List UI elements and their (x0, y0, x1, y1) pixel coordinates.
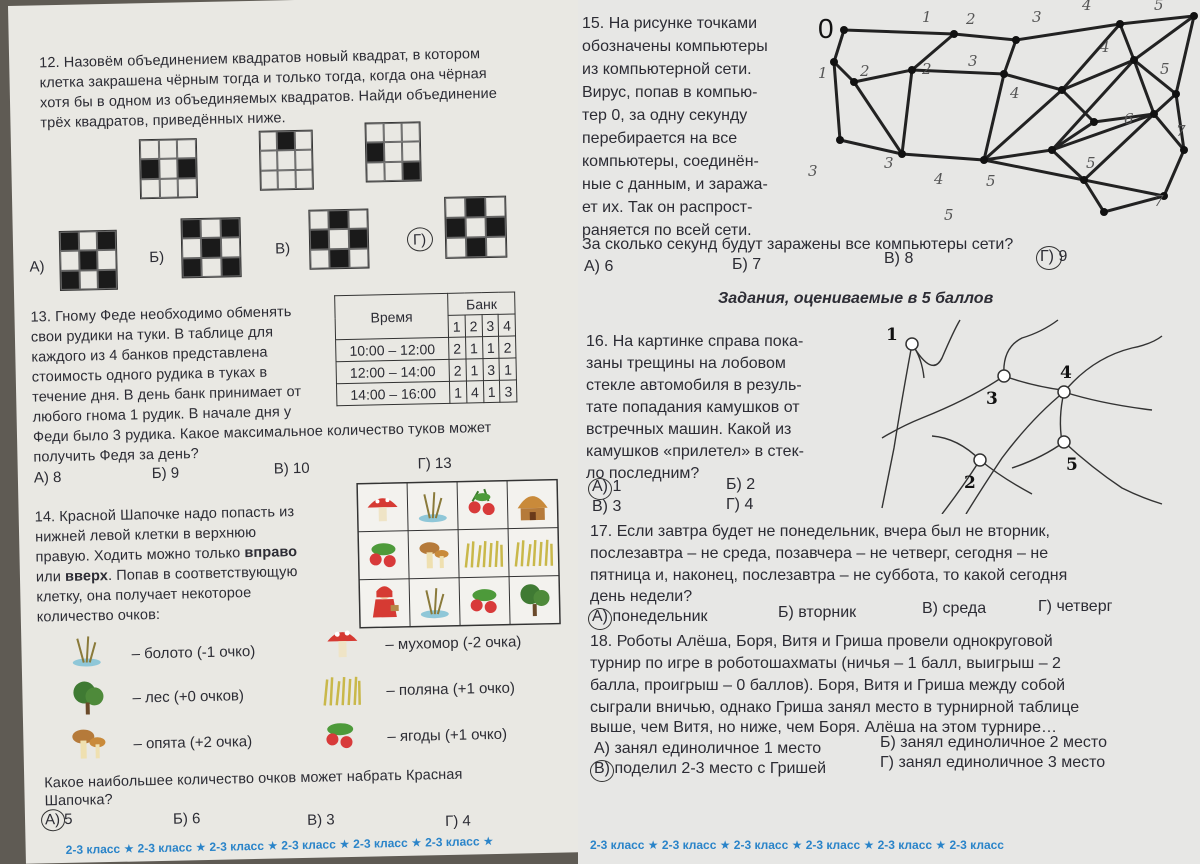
q14-line-5: клетку, она получает некоторое (36, 585, 252, 606)
time-cell: 12:00 – 14:00 (336, 359, 449, 383)
svg-text:5: 5 (986, 172, 996, 190)
svg-text:4: 4 (1082, 0, 1092, 14)
q12-line-1: 12. Назовём объединением квадратов новый квадрат, в котором (39, 46, 481, 72)
q17-line-4: день недели? (590, 588, 693, 605)
svg-text:3: 3 (986, 389, 998, 409)
node-zero-label: 0 (818, 13, 834, 44)
q18-line-4: сыграли вничью, однако Гриша занял место в турнирной таблице (590, 699, 1080, 716)
q12-square-1 (139, 138, 198, 199)
q13-option-g[interactable]: Г) 13 (417, 454, 452, 473)
q18-line-2: турнир по игре в роботошахматы (ничья – 1 балл, выигрыш – 2 (590, 655, 1061, 672)
bank-number: 3 (482, 314, 499, 336)
bank-table (334, 291, 517, 406)
q15-line-6: перебирается на все (582, 130, 738, 147)
q13-line-1: 13. Гному Феде необходимо обменять (30, 304, 292, 326)
q12-option-b-square (180, 217, 241, 278)
q12-option-g[interactable]: Г) (412, 231, 427, 249)
svg-text:4: 4 (934, 170, 944, 188)
q14-line-3: правую. Ходить можно только вправо (35, 544, 298, 566)
q15-option-a[interactable]: А) 6 (584, 258, 614, 275)
svg-text:2: 2 (964, 473, 976, 493)
question-12 (8, 0, 578, 276)
value-cell: 3 (500, 380, 517, 402)
q15-line-5: тер 0, за одну секунду (582, 107, 748, 124)
q18-option-g[interactable]: Г) занял единоличное 3 место (880, 754, 1106, 771)
q17-option-a[interactable]: А) понедельник (592, 608, 708, 625)
svg-text:5: 5 (1086, 154, 1096, 172)
q13-line-8: получить Федя за день? (33, 446, 199, 466)
mushrooms-icon (67, 724, 110, 763)
q16-line-6: камушков «прилетел» в стек- (586, 443, 804, 460)
q18-option-b[interactable]: Б) занял единоличное 2 место (880, 734, 1107, 751)
value-cell: 1 (465, 337, 482, 359)
value-cell: 3 (483, 358, 500, 380)
q14-option-g[interactable]: Г) 4 (444, 812, 471, 831)
q18-line-5: выше, чем Витя, но ниже, чем Боря. Алёша на этом турнире… (590, 719, 1057, 736)
q12-selected-circle (407, 227, 433, 252)
q14-option-v[interactable]: В) 3 (306, 811, 335, 829)
q15-line-9: ет их. Так он распрост- (582, 199, 753, 216)
q15-line-3: из компьютерной сети. (582, 61, 752, 78)
q14-grid (356, 479, 561, 629)
q13-line-2: свои рудики на туки. В таблице для (30, 324, 274, 346)
q12-square-3 (365, 121, 422, 182)
q18-option-a[interactable]: А) занял единоличное 1 место (594, 740, 822, 757)
left-page (8, 0, 596, 864)
q15-line-4: Вирус, попав в компью- (582, 84, 758, 101)
legend-toadstool: – мухомор (-2 очка) (385, 633, 522, 654)
time-cell: 10:00 – 12:00 (336, 337, 449, 361)
section-title: Задания, оцениваемые в 5 баллов (718, 290, 994, 307)
q14-option-b[interactable]: Б) 6 (172, 810, 201, 828)
meadow-icon (320, 671, 363, 710)
value-cell: 4 (466, 381, 483, 403)
q15-option-b[interactable]: Б) 7 (732, 256, 762, 273)
svg-text:1: 1 (886, 325, 898, 345)
q17-option-v[interactable]: В) среда (922, 600, 987, 617)
svg-text:2: 2 (922, 60, 932, 78)
q12-option-b[interactable]: Б) (149, 248, 165, 267)
svg-text:3: 3 (808, 162, 818, 180)
value-cell: 1 (466, 359, 483, 381)
footer-right: 2-3 класс ★ 2-3 класс ★ 2-3 класс ★ 2-3 класс ★ 2-3 класс ★ 2-3 класс (590, 838, 1004, 852)
svg-text:1: 1 (922, 8, 932, 26)
bank-table-bank-header: Банк (448, 292, 516, 315)
table-row (336, 380, 517, 406)
q15-line-7: компьютеры, соединён- (582, 153, 759, 170)
berries-icon (319, 717, 362, 756)
q17-line-3: пятница и, наконец, послезавтра – не суббота, то какой сегодня (590, 567, 1068, 584)
swamp-icon (65, 632, 108, 671)
q14-option-a[interactable]: А) 5 (44, 810, 73, 829)
svg-text:3: 3 (884, 154, 894, 172)
q15-line-10: раняется по всей сети. (582, 222, 752, 239)
q15-option-v[interactable]: В) 8 (884, 250, 914, 267)
q15-line-2: обозначены компьютеры (582, 38, 768, 55)
value-cell: 2 (449, 337, 466, 359)
q14-line-1: 14. Красной Шапочке надо попасть из (34, 504, 295, 526)
q12-square-2 (259, 130, 314, 191)
q13-option-v[interactable]: В) 10 (273, 459, 310, 478)
q13-line-6: любого гнома 1 рудик. В начале дня у (32, 404, 292, 426)
svg-text:5: 5 (944, 206, 954, 224)
q13-option-a[interactable]: А) 8 (33, 468, 62, 487)
q16-line-1: 16. На картинке справа пока- (586, 333, 804, 350)
q13-line-5: течение дня. В день банк принимает от (32, 383, 302, 406)
value-cell: 1 (483, 380, 500, 402)
q18-option-v[interactable]: В) поделил 2-3 место с Гришей (594, 760, 827, 777)
forest-icon (66, 678, 109, 717)
legend-mushrooms: – опята (+2 очка) (133, 733, 253, 753)
q14-line-6: количество очков: (36, 606, 161, 626)
svg-text:5: 5 (1160, 60, 1170, 78)
q17-option-b[interactable]: Б) вторник (778, 604, 857, 621)
q13-line-4: стоимость одного рудика в туках в (31, 364, 268, 386)
q18-line-1: 18. Роботы Алёша, Боря, Витя и Гриша провели однокруговой (590, 633, 1053, 650)
svg-text:7: 7 (1154, 192, 1164, 210)
q16-line-3: стекле автомобиля в резуль- (586, 377, 802, 394)
q14-line-2: нижней левой клетки в верхнюю (34, 524, 257, 546)
svg-text:3: 3 (968, 52, 978, 70)
svg-text:4: 4 (1060, 363, 1072, 383)
q12-line-4: трёх квадратов, приведённых ниже. (40, 110, 286, 132)
q15-line-8: ные с данным, и заража- (582, 176, 768, 193)
bank-number: 4 (498, 314, 515, 336)
svg-text:5: 5 (1066, 455, 1078, 475)
legend-meadow: – поляна (+1 очко) (386, 679, 516, 700)
svg-text:6: 6 (1124, 110, 1134, 128)
q15-question: За сколько секунд будут заражены все компьютеры сети? (582, 236, 1014, 253)
bank-table-time-header: Время (335, 293, 449, 339)
legend-swamp: – болото (-1 очко) (131, 642, 256, 663)
time-cell: 14:00 – 16:00 (336, 381, 449, 405)
svg-text:5: 5 (1154, 0, 1164, 14)
q16-line-2: заны трещины на лобовом (586, 355, 786, 372)
svg-text:2: 2 (966, 10, 976, 28)
footer-left: 2-3 класс ★ 2-3 класс ★ 2-3 класс ★ 2-3 класс ★ 2-3 класс ★ 2-3 класс ★ (65, 834, 494, 857)
svg-text:7: 7 (1176, 122, 1186, 140)
q16-option-v[interactable]: В) 3 (592, 498, 622, 515)
legend-berries: – ягоды (+1 очко) (387, 725, 508, 746)
q13-line-7: Феди было 3 рудика. Какое максимальное количество туков может (32, 419, 492, 446)
svg-text:2: 2 (860, 62, 870, 80)
q12-line-3: хотя бы в одном из объединяемых квадратов. Найди объединение (39, 85, 498, 112)
q14-bold-right: вправо (244, 544, 298, 562)
toadstool-icon (321, 623, 364, 662)
q16-line-5: встречных машин. Какой из (586, 421, 792, 438)
q18-line-3: балла, проигрыш – 0 баллов). Боря, Витя и Гриша между собой (590, 677, 1066, 694)
bank-number: 1 (448, 315, 465, 337)
q16-line-7: ло последним? (586, 465, 700, 482)
q16-option-g[interactable]: Г) 4 (726, 496, 754, 513)
value-cell: 1 (482, 336, 499, 358)
q12-option-v[interactable]: В) (274, 240, 291, 258)
q15-line-1: 15. На рисунке точками (582, 15, 757, 32)
value-cell: 2 (449, 359, 466, 381)
svg-text:3: 3 (1032, 8, 1042, 26)
q14-line-4: или вверх. Попав в соответствующую (35, 564, 298, 586)
svg-text:4: 4 (1010, 84, 1020, 102)
q12-option-a-square (59, 230, 118, 291)
q16-option-b[interactable]: Б) 2 (726, 476, 756, 493)
q13-option-b[interactable]: Б) 9 (151, 464, 180, 483)
value-cell: 1 (449, 381, 466, 403)
q12-option-g-square (444, 196, 507, 259)
q17-line-2: послезавтра – не среда, позавчера – не четверг, сегодня – не (590, 545, 1049, 562)
q17-line-1: 17. Если завтра будет не понедельник, вчера был не вторник, (590, 523, 1050, 540)
value-cell: 1 (499, 358, 516, 380)
q12-line-2: клетка закрашена чёрным тогда и только тогда, когда она чёрная (39, 65, 487, 92)
svg-text:1: 1 (818, 64, 828, 82)
bank-number: 2 (465, 315, 482, 337)
q14-question-1: Какое наибольшее количество очков может набрать Красная (44, 766, 463, 792)
windshield-cracks-diagram (862, 318, 1172, 514)
computer-network-diagram (804, 0, 1200, 240)
q14-bold-up: вверх (64, 568, 109, 585)
value-cell: 2 (499, 336, 516, 358)
q13-line-3: каждого из 4 банков представлена (31, 344, 268, 366)
q12-option-v-square (308, 208, 369, 269)
q16-line-4: тате попадания камушков от (586, 399, 800, 416)
q15-option-g[interactable]: Г) 9 (1040, 248, 1068, 265)
q17-option-g[interactable]: Г) четверг (1038, 598, 1113, 615)
legend-forest: – лес (+0 очков) (132, 687, 245, 707)
q16-option-a[interactable]: А) 1 (592, 478, 622, 495)
right-page (578, 0, 1200, 864)
q12-option-a[interactable]: А) (29, 258, 45, 276)
svg-text:4: 4 (1100, 38, 1110, 56)
q14-question-2: Шапочка? (44, 791, 113, 810)
